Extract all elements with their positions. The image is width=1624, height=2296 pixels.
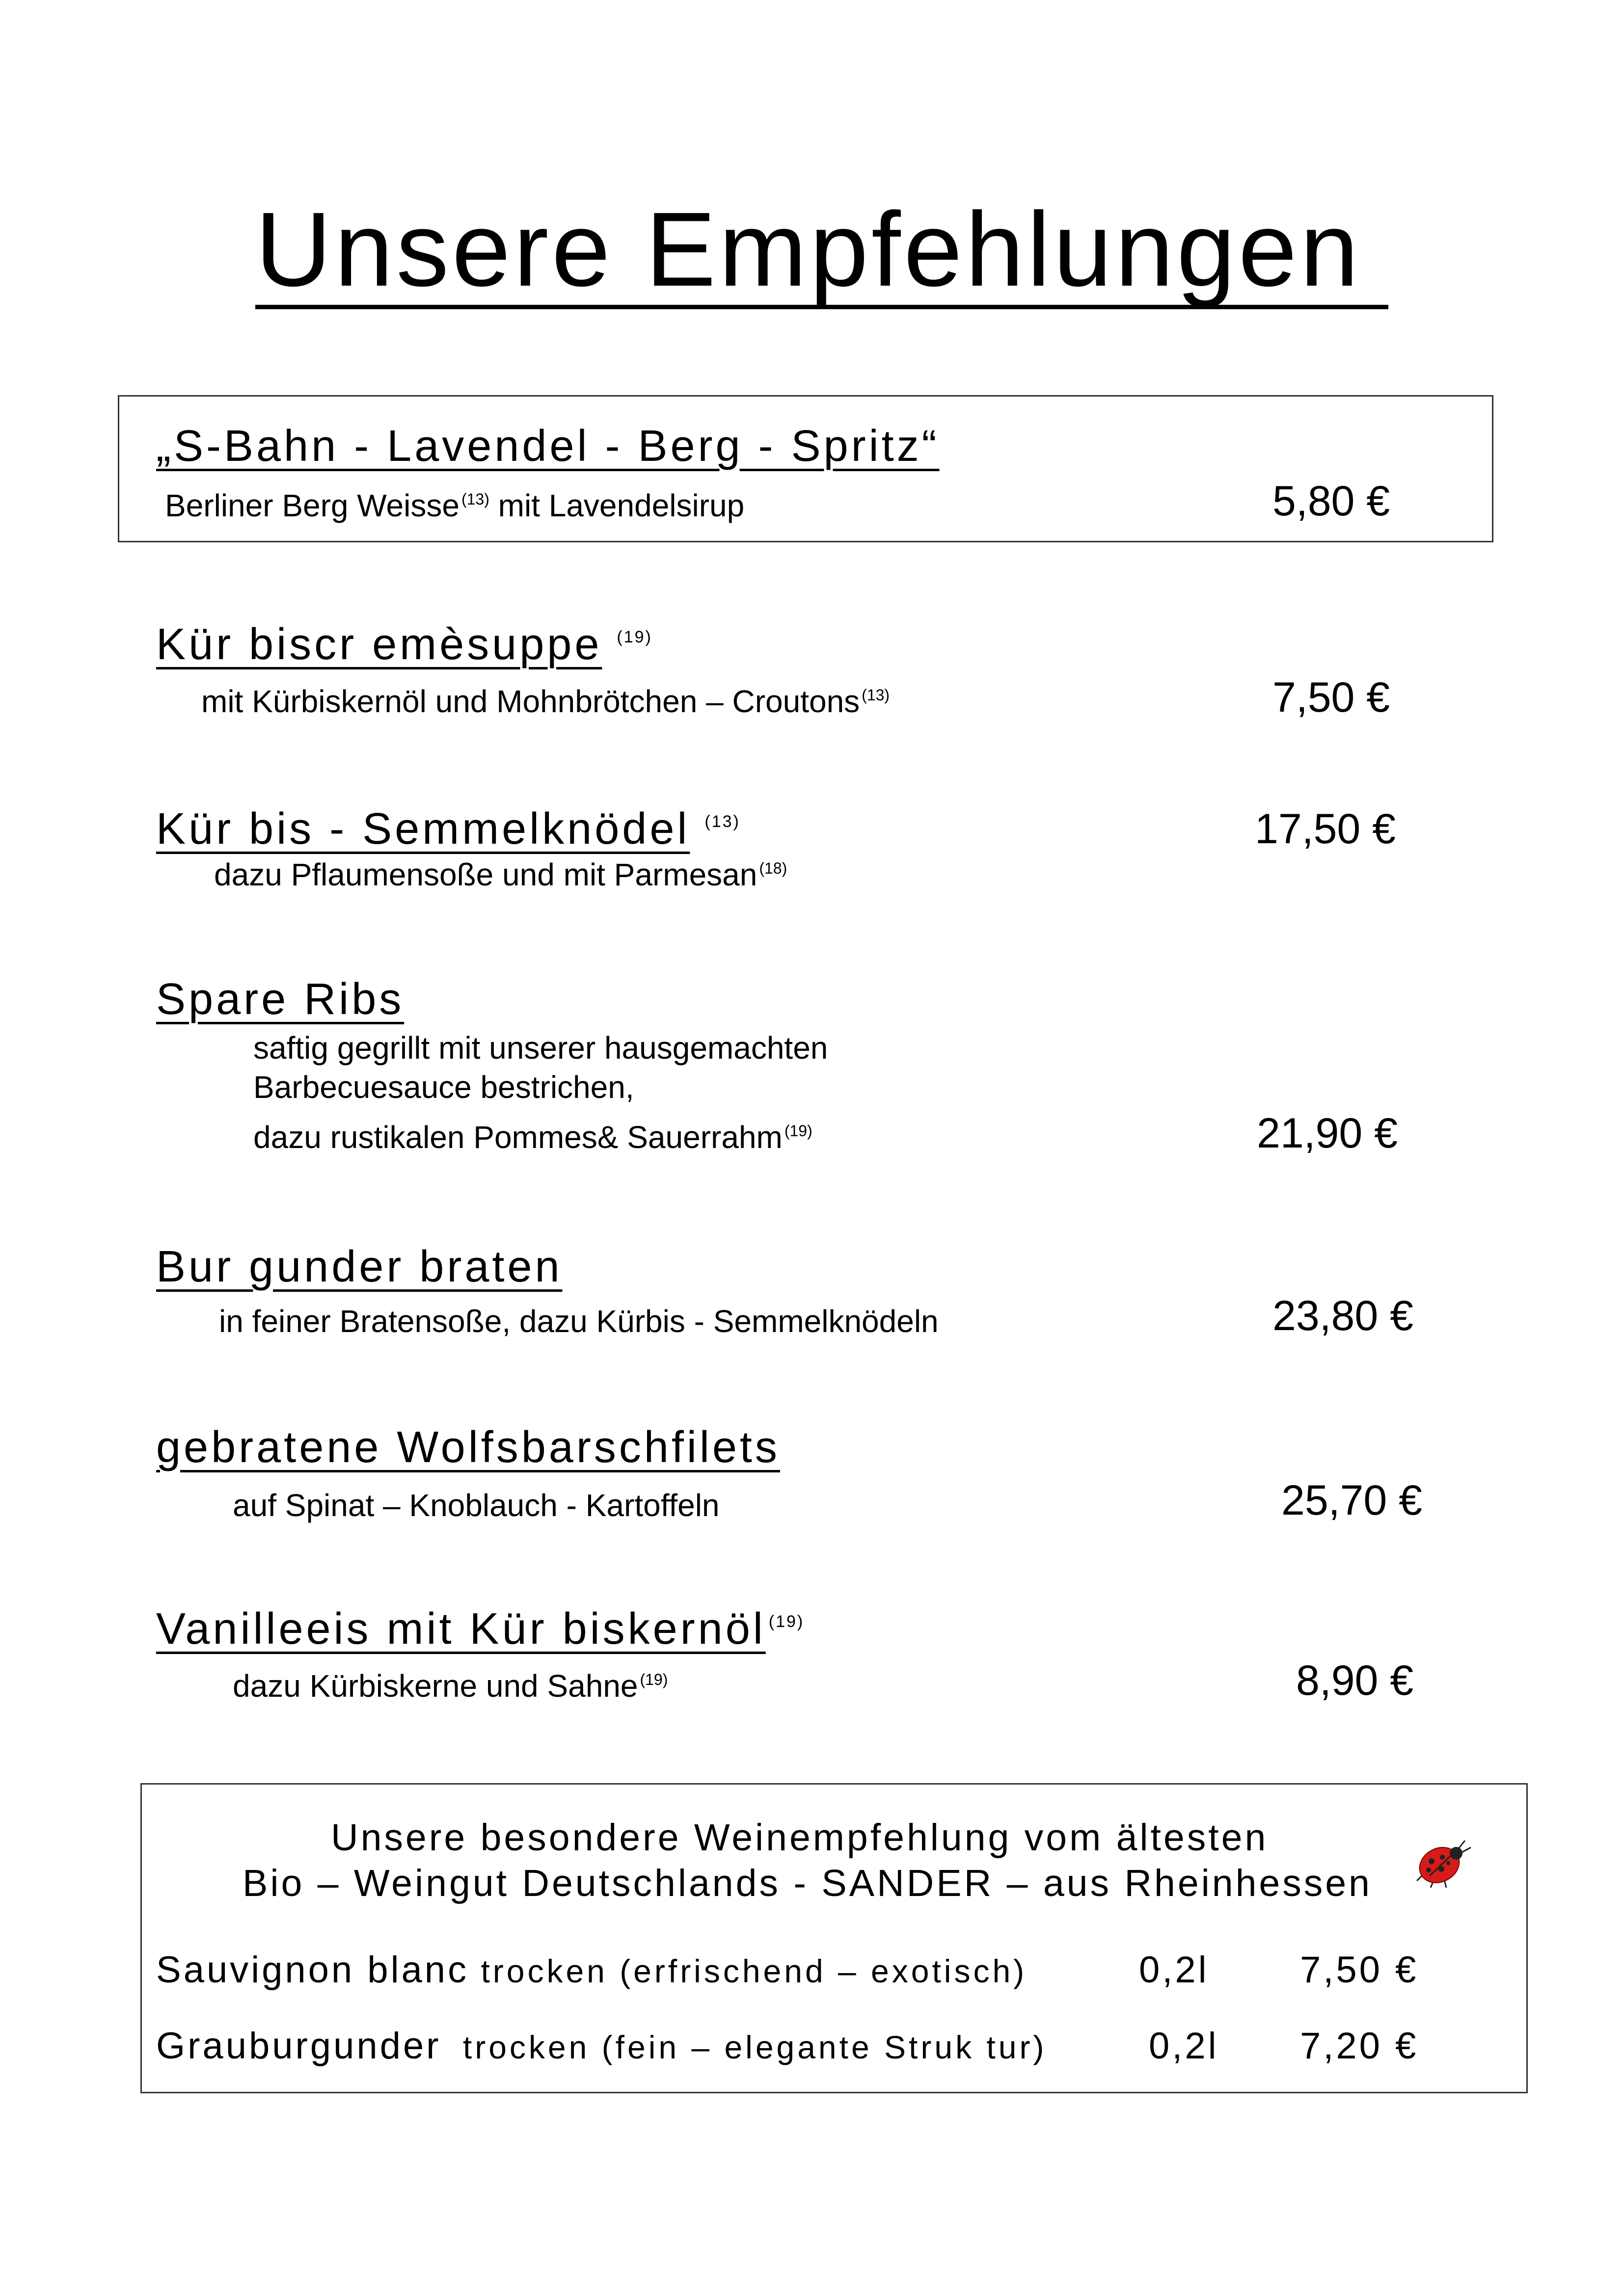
wine-size-grauburgunder: 0,2l bbox=[1149, 2025, 1219, 2067]
item-price-vanilleeis: 8,90 € bbox=[1296, 1657, 1414, 1704]
item-name-suppe: Kür biscr emèsuppe (19) bbox=[156, 620, 652, 669]
item-name-spareribs: Spare Ribs bbox=[156, 975, 405, 1024]
item-desc-vanilleeis: dazu Kürbiskerne und Sahne $^{(19)}$ bbox=[233, 1668, 668, 1704]
item-desc-spritz: Berliner Berg Weisse $^{(13)}$ mit Lavendelsirup bbox=[165, 488, 745, 523]
item-desc-spareribs-line2: Barbecuesauce bestrichen, bbox=[253, 1069, 634, 1105]
wine-heading-line2: Bio – Weingut Deutschlands - SANDER – aus Rheinhessen bbox=[243, 1862, 1372, 1904]
wine-size-sauvignon: 0,2l bbox=[1139, 1949, 1209, 1991]
item-name-vanilleeis: Vanilleeis mit Kür biskernöl (19) bbox=[156, 1604, 805, 1654]
wine-detail: trocken (fein – elegante Struk tur) bbox=[462, 2029, 1047, 2065]
item-desc-knoedel: dazu Pflaumensoße und mit Parmesan $^{(18)}$ bbox=[214, 857, 787, 892]
wine-name: Sauvignon blanc bbox=[156, 1949, 469, 1991]
wine-price-grauburgunder: 7,20 € bbox=[1300, 2025, 1419, 2067]
item-price-knoedel: 17,50 € bbox=[1255, 805, 1396, 853]
item-name-burgunderbraten: Bur gunder braten bbox=[156, 1242, 563, 1291]
item-price-wolfsbarsch: 25,70 € bbox=[1281, 1477, 1422, 1524]
wine-heading-line1: Unsere besondere Weinempfehlung vom ältesten bbox=[331, 1816, 1269, 1859]
item-name-wolfsbarsch: gebratene Wolfsbarschfilets bbox=[156, 1423, 780, 1472]
item-desc-suppe: mit Kürbiskernöl und Mohnbrötchen – Croutons $^{(13)}$ bbox=[201, 684, 890, 719]
item-desc-wolfsbarsch: auf Spinat – Knoblauch - Kartoffeln bbox=[233, 1488, 720, 1523]
item-desc-spareribs-line1: saftig gegrillt mit unserer hausgemachten bbox=[253, 1030, 828, 1066]
item-desc-burgunderbraten: in feiner Bratensoße, dazu Kürbis - Semmelknödeln bbox=[219, 1304, 939, 1339]
wine-detail: trocken (erfrischend – exotisch) bbox=[481, 1953, 1028, 1989]
item-price-burgunderbraten: 23,80 € bbox=[1272, 1292, 1413, 1339]
page-title: Unsere Empfehlungen bbox=[255, 194, 1388, 309]
ladybug-icon bbox=[1414, 1836, 1473, 1890]
wine-name: Grauburgunder bbox=[156, 2025, 441, 2067]
wine-row-grauburgunder bbox=[156, 2025, 1047, 2067]
item-price-suppe: 7,50 € bbox=[1272, 674, 1390, 721]
item-price-spareribs: 21,90 € bbox=[1257, 1110, 1398, 1157]
item-name-knoedel: Kür bis - Semmelknödel (13) bbox=[156, 804, 740, 854]
item-name-spritz: „S-Bahn - Lavendel - Berg - Spritz“ bbox=[156, 422, 940, 471]
item-price-spritz: 5,80 € bbox=[1272, 478, 1390, 525]
wine-price-sauvignon: 7,50 € bbox=[1300, 1949, 1419, 1991]
wine-row-sauvignon bbox=[156, 1949, 1027, 1991]
item-desc-spareribs-line3: dazu rustikalen Pommes& Sauerrahm $^{(19)}$ bbox=[253, 1120, 812, 1155]
